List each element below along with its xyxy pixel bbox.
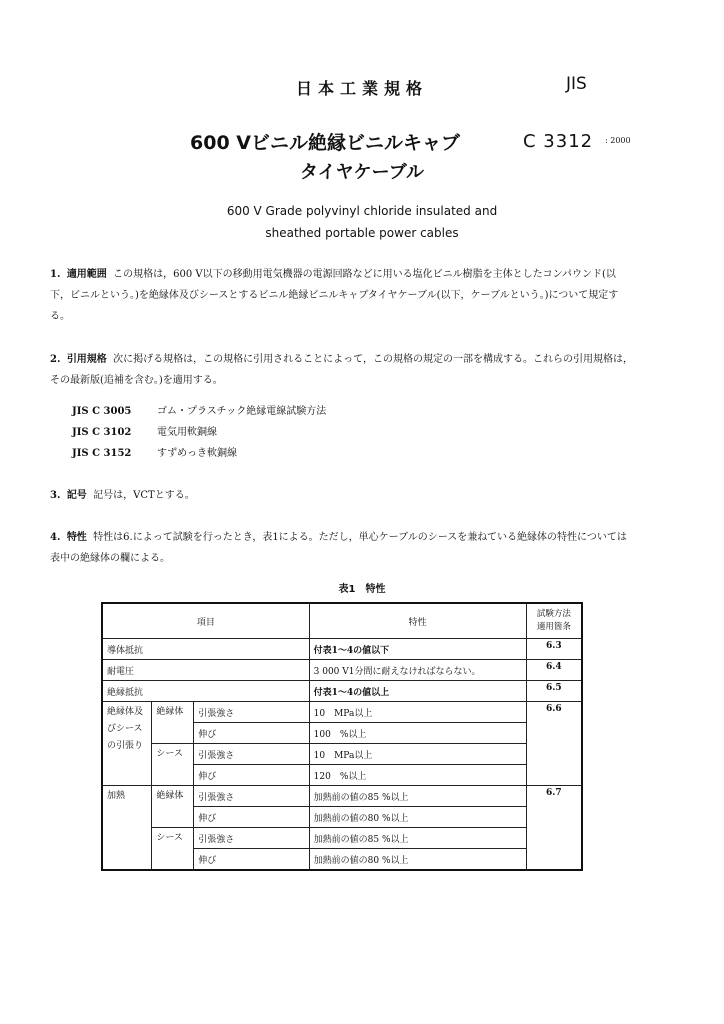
section-2-text: 次に掲げる規格は，この規格に引用されることによって，この規格の規定の一部を構成する。これらの引用規格は，その最新版(追補を含む。)を適用する。: [50, 354, 633, 386]
section-1-heading: 適用範囲: [66, 269, 107, 280]
table-header-row: [102, 603, 582, 639]
title-ja-line2: タイヤケーブル: [299, 162, 425, 183]
reference-item: [72, 444, 237, 459]
row-prop: 引張強さ: [194, 786, 309, 807]
section-1: [50, 264, 635, 327]
row-method: 6.3: [526, 639, 582, 660]
row-value: 加熱前の値の80 %以上: [309, 849, 526, 871]
header-item: 項目: [102, 603, 309, 639]
row-prop: 引張強さ: [194, 828, 309, 849]
reference-item: [72, 423, 217, 438]
row-value: 加熱前の値の80 %以上: [309, 807, 526, 828]
title-en: [0, 200, 724, 244]
section-2-number: 2.: [50, 354, 61, 365]
reference-title: 電気用軟銅線: [157, 427, 217, 438]
section-4-heading: 特性: [66, 532, 87, 543]
characteristics-table: [101, 602, 583, 871]
row-value: 加熱前の値の85 %以上: [309, 786, 526, 807]
row-value: 10 MPa以上: [309, 702, 526, 723]
reference-code: JIS C 3152: [72, 448, 132, 459]
row-part: 絶縁体: [152, 702, 194, 744]
row-item: 導体抵抗: [102, 639, 309, 660]
reference-code: JIS C 3005: [72, 406, 132, 417]
row-property: 付表1～4の値以下: [309, 639, 526, 660]
jis-mark: JIS: [566, 74, 587, 94]
row-prop: 引張強さ: [194, 702, 309, 723]
row-prop: 引張強さ: [194, 744, 309, 765]
row-method: 6.5: [526, 681, 582, 702]
row-property: 3 000 V1分間に耐えなければならない。: [309, 660, 526, 681]
row-prop: 伸び: [194, 849, 309, 871]
section-1-text: この規格は，600 V以下の移動用電気機器の電源回路などに用いる塩化ビニル樹脂を主体としたコンパウンド(以下，ビニルという。)を絶縁体及びシースとするビニル絶縁ビニルキャブタイヤケーブル(以下，ケーブルという。)について規定する。: [50, 269, 619, 322]
document-header-title: 日本工業規格: [295, 79, 428, 98]
table-row: [102, 702, 582, 723]
header-method: [526, 603, 582, 639]
row-part: 絶縁体: [152, 786, 194, 828]
row-value: 100 %以上: [309, 723, 526, 744]
reference-title: ゴム・プラスチック絶縁電線試験方法: [157, 406, 327, 417]
table-row: [102, 744, 582, 765]
title-ja-line1: 600 Vビニル絶縁ビニルキャブ: [190, 132, 460, 154]
section-2-heading: 引用規格: [66, 354, 107, 365]
table-row: [102, 786, 582, 807]
section-4-text: 特性は6.によって試験を行ったとき，表1による。ただし，単心ケーブルのシースを兼ねている絶縁体の特性については表中の絶縁体の欄による。: [50, 532, 627, 564]
group-heating-label: 加熱: [102, 786, 152, 871]
header-method-line2: 適用箇条: [536, 622, 571, 632]
title-en-line2: sheathed portable power cables: [265, 226, 459, 240]
row-method: 6.4: [526, 660, 582, 681]
reference-code: JIS C 3102: [72, 427, 132, 438]
section-2: [50, 349, 635, 391]
group-tensile-label: [102, 702, 152, 786]
section-3-heading: 記号: [66, 490, 87, 501]
section-3: [50, 485, 635, 506]
row-method: 6.6: [526, 702, 582, 786]
row-part: シース: [152, 828, 194, 871]
group-tensile-label-line3: の引張り: [107, 741, 144, 751]
table-row: [102, 660, 582, 681]
title-en-line1: 600 V Grade polyvinyl chloride insulated and: [226, 204, 498, 218]
row-item: 耐電圧: [102, 660, 309, 681]
table-row: [102, 639, 582, 660]
row-value: 10 MPa以上: [309, 744, 526, 765]
section-3-text: 記号は，VCTとする。: [93, 490, 195, 501]
section-4: [50, 527, 635, 569]
section-3-number: 3.: [50, 490, 61, 501]
section-4-number: 4.: [50, 532, 61, 543]
row-value: 120 %以上: [309, 765, 526, 786]
row-property: 付表1～4の値以上: [309, 681, 526, 702]
group-tensile-label-line2: びシース: [107, 724, 143, 734]
row-part: シース: [152, 744, 194, 786]
header-property: 特性: [309, 603, 526, 639]
header-method-line1: 試験方法: [536, 609, 571, 619]
row-prop: 伸び: [194, 723, 309, 744]
reference-item: [72, 402, 326, 417]
standard-year: : 2000: [605, 136, 631, 145]
row-method: 6.7: [526, 786, 582, 871]
table-row: [102, 681, 582, 702]
row-value: 加熱前の値の85 %以上: [309, 828, 526, 849]
row-item: 絶縁抵抗: [102, 681, 309, 702]
row-prop: 伸び: [194, 765, 309, 786]
reference-title: すずめっき軟銅線: [157, 448, 237, 459]
table-caption: 表1 特性: [338, 584, 386, 595]
section-1-number: 1.: [50, 269, 61, 280]
table-row: [102, 828, 582, 849]
row-prop: 伸び: [194, 807, 309, 828]
group-tensile-label-line1: 絶縁体及: [107, 707, 144, 717]
standard-number: C 3312: [523, 131, 594, 152]
